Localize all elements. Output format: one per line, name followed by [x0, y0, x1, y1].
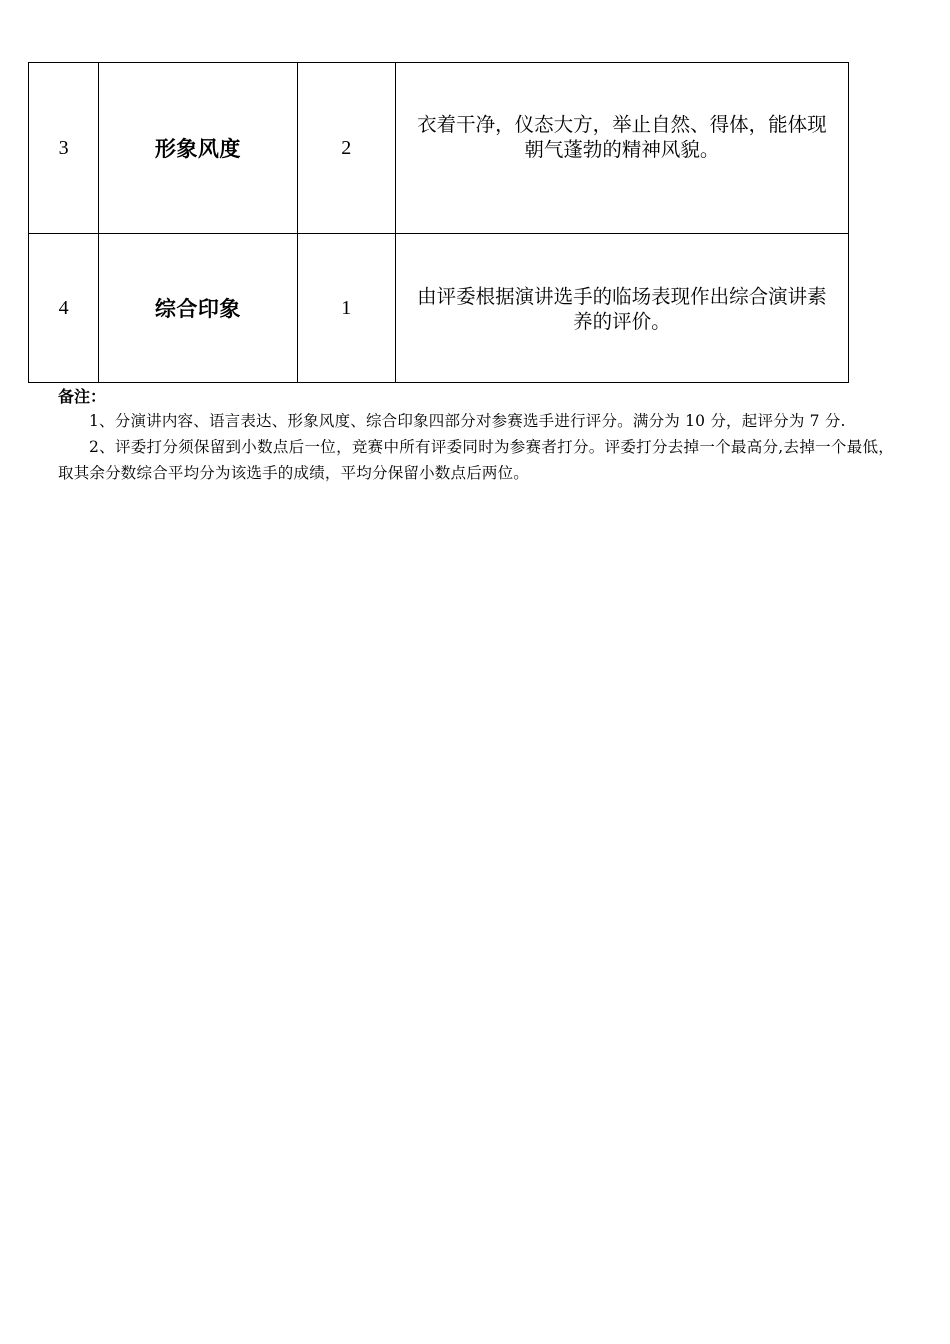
criterion-description-cell: [395, 63, 848, 234]
criterion-description: 由评委根据演讲选手的临场表现作出综合演讲素养的评价。: [417, 285, 827, 333]
criterion-name: 综合印象: [99, 234, 297, 383]
scoring-criteria-table: [28, 62, 849, 383]
table-row: [29, 63, 849, 234]
row-number: 3: [29, 63, 99, 234]
criterion-description-cell: [395, 234, 848, 383]
criterion-description: 衣着干净，仪态大方，举止自然、得体，能体现朝气蓬勃的精神风貌。: [417, 113, 827, 161]
note-item: 1、分演讲内容、语言表达、形象风度、综合印象四部分对参赛选手进行评分。满分为 10 分，起评分为 7 分.: [89, 412, 846, 430]
criterion-name: 形象风度: [99, 63, 297, 234]
row-number: 4: [29, 234, 99, 383]
criterion-score: 2: [297, 63, 395, 234]
table-row: [29, 234, 849, 383]
criterion-score: 1: [297, 234, 395, 383]
notes-title: 备注：: [58, 387, 107, 406]
notes-section: [58, 386, 894, 486]
note-item: 2、评委打分须保留到小数点后一位，竞赛中所有评委同时为参赛者打分。评委打分去掉一个最高分,去掉一个最低，取其余分数综合平均分为该选手的成绩，平均分保留小数点后两位。: [58, 438, 894, 482]
